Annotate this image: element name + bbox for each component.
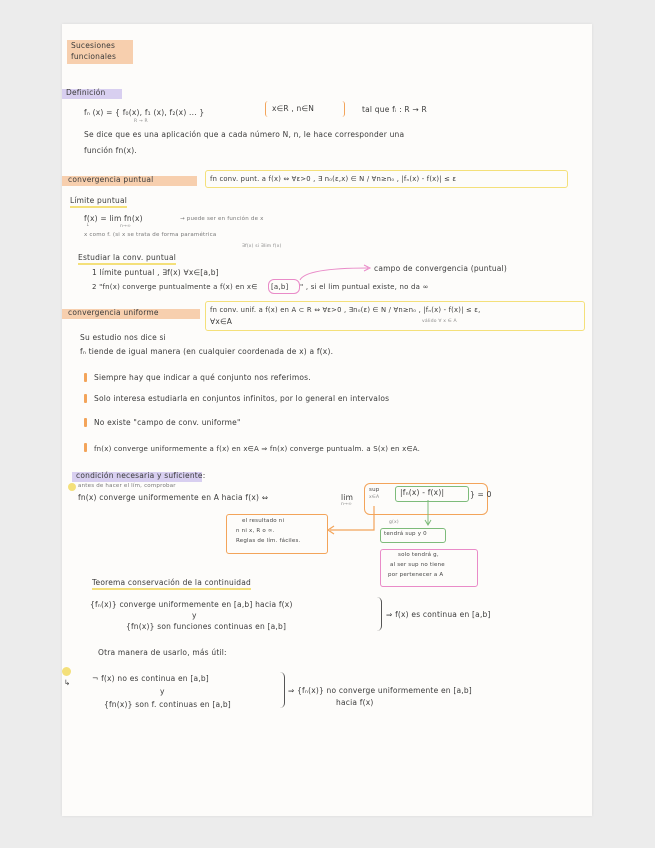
exists-note: ∃f(x) si ∃lim f(x) [242, 244, 282, 249]
theorem-l2: {fn(x)} son funciones continuas en [a,b] [126, 622, 287, 631]
uniform-warn2: Solo interesa estudiarla en conjuntos infinitos, por lo general en intervalos [94, 394, 390, 403]
condition-heading: condición necesaria y suficiente: [76, 471, 206, 480]
uniform-text1: Su estudio nos dice si [80, 333, 166, 342]
uniform-text2: fₙ tiende de igual manera (en cualquier coordenada de x) a f(x). [80, 347, 334, 356]
limit-i: ↓ [86, 223, 90, 228]
uniform-def-note: válido ∀ x ∈ A [422, 319, 457, 324]
study-step2a: 2 "fn(x) converge puntualmente a f(x) en x∈ [92, 283, 258, 291]
box-sup2: al ser sup no tiene [390, 562, 445, 568]
uniform-warn4: fn(x) converge uniformemente a f(x) en x∈A ⇒ fn(x) converge puntualm. a S(x) en x∈A. [94, 445, 421, 453]
box-sup3: por pertenecer a A [388, 572, 444, 578]
green-arrow [422, 500, 434, 530]
star-icon [62, 667, 71, 676]
condition-note: antes de hacer el lím, comprobar [78, 483, 176, 489]
theorem-res: ⇒ f(x) es continua en [a,b] [386, 610, 491, 619]
definition-text1: Se dice que es una aplicación que a cada número N, n, le hace corresponder una [84, 130, 405, 139]
definition-domain: x∈R , n∈N [272, 104, 315, 113]
pointwise-heading: convergencia puntual [68, 175, 154, 184]
limit-note1: → puede ser en función de x [180, 216, 264, 222]
theorem-y: y [192, 611, 197, 620]
return-arrow-icon: ↳ [64, 678, 71, 687]
box-result3: Reglas de lím. fáciles. [236, 538, 301, 544]
definition-sub: R → R [134, 119, 148, 124]
star-icon [68, 483, 76, 491]
definition-text2: función fn(x). [84, 146, 137, 155]
uniform-heading: convergencia uniforme [68, 308, 159, 317]
interval-label: [a,b] [271, 283, 289, 291]
campo-label: campo de convergencia (puntual) [374, 264, 507, 273]
limit-note2: x como f. (si x se trata de forma paramétrica [84, 232, 217, 238]
uniform-def1: fn conv. unif. a f(x) en A ⊂ R ⇔ ∀ε>0 , ∃n₀(ε) ∈ N / ∀n≥n₀ , |fₙ(x) - f(x)| ≤ ε, [210, 306, 481, 314]
limit-formula: f(x) = lim fn(x) [84, 214, 143, 223]
limit-heading: Límite puntual [70, 196, 127, 208]
notes-page [62, 24, 592, 816]
warning-icon [84, 373, 87, 382]
box-sup1: solo tendrá g, [398, 552, 439, 558]
theorem-cres1: ⇒ {fₙ(x)} no converge uniformemente en [a,b] [288, 686, 472, 695]
uniform-warn3: No existe "campo de conv. uniforme" [94, 418, 241, 427]
title-line1: Sucesiones [71, 41, 116, 50]
condition-inner: |fₙ(x) - f(x)| [400, 488, 445, 497]
uniform-def2: ∀x∈A [210, 317, 233, 326]
condition-eq0: } = 0 [470, 490, 492, 499]
study-heading: Estudiar la conv. puntual [78, 253, 176, 265]
study-step2b: " , si el lim puntual existe, no da ∞ [300, 283, 429, 291]
limit-n: n→∞ [120, 224, 131, 229]
uniform-warn1: Siempre hay que indicar a qué conjunto nos referimos. [94, 373, 311, 382]
condition-gx: g(x) [389, 520, 399, 525]
title-line2: funcionales [71, 52, 117, 61]
warning-icon [84, 443, 87, 452]
condition-lim: lim [341, 493, 354, 502]
theorem-l1: {fₙ(x)} converge uniformemente en [a,b] hacia f(x) [90, 600, 293, 609]
theorem-cres2: hacia f(x) [336, 698, 374, 707]
theorem-c2: {fn(x)} son f. continuas en [a,b] [104, 700, 231, 709]
condition-n: n→∞ [341, 502, 352, 507]
theorem-brace2 [280, 672, 285, 708]
campo-arrow [296, 264, 376, 284]
condition-sup: sup [369, 487, 380, 493]
box-result1: el resultado ni [242, 518, 285, 524]
theorem-brace [377, 597, 382, 631]
condition-text: fn(x) converge uniformemente en A hacia f(x) ⇔ [78, 493, 269, 502]
result-arrow [324, 504, 384, 544]
study-step1: 1 límite puntual , ∃f(x) ∀x∈[a,b] [92, 268, 219, 277]
pointwise-def: fn conv. punt. a f(x) ⇔ ∀ε>0 , ∃ n₀(ε,x) ∈ N / ∀n≥n₀ , |fₙ(x) - f(x)| ≤ ε [210, 175, 457, 183]
condition-tendra: tendrá sup y 0 [384, 531, 427, 537]
theorem-other: Otra manera de usarlo, más útil: [98, 648, 227, 657]
definition-tal-que: tal que fᵢ : R → R [362, 105, 427, 114]
definition-heading: Definición [66, 88, 106, 97]
warning-icon [84, 394, 87, 403]
theorem-c1: ¬ f(x) no es continua en [a,b] [92, 674, 209, 683]
condition-xa: x∈A [369, 495, 380, 500]
warning-icon [84, 418, 87, 427]
box-result2: n ni x, R o ∞. [236, 528, 275, 534]
theorem-heading: Teorema conservación de la continuidad [92, 578, 251, 590]
definition-formula: fₙ (x) = { f₀(x), f₁ (x), f₂(x) ... } [84, 108, 205, 117]
theorem-y2: y [160, 687, 165, 696]
